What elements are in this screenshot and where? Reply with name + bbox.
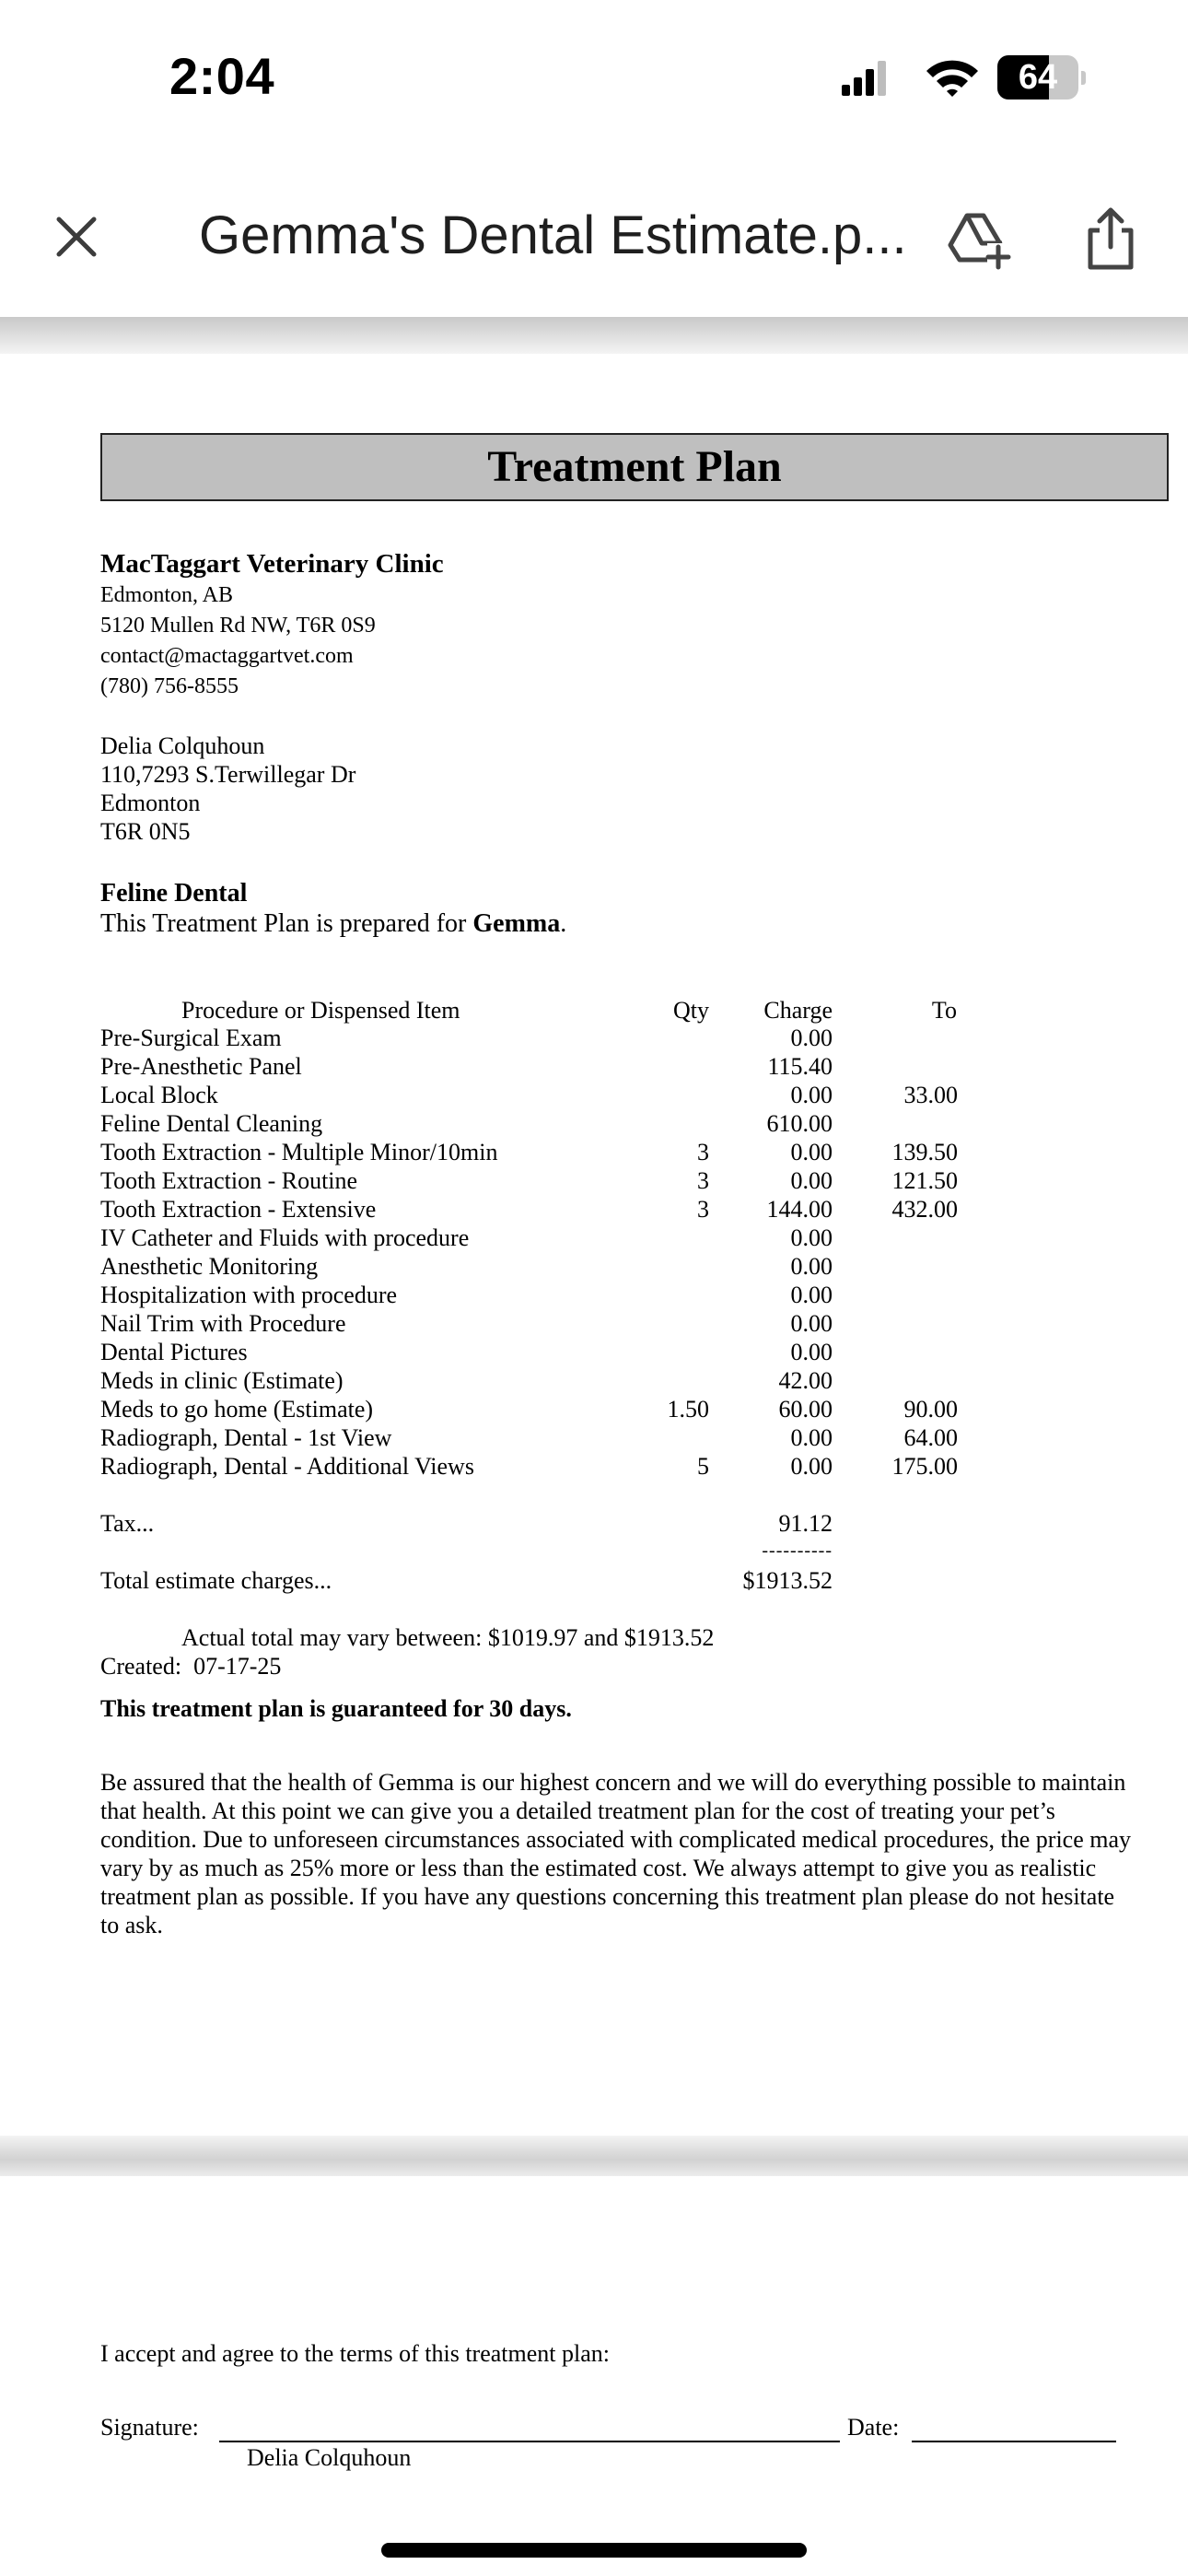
total-label: Total estimate charges... [100, 1567, 332, 1594]
table-row [0, 1224, 1188, 1252]
disclaimer [100, 1768, 1131, 1939]
plan-intro-suffix: . [560, 909, 567, 938]
table-row [0, 1138, 1188, 1166]
row-qty: 3 [697, 1139, 709, 1165]
pet-name: Gemma [472, 909, 561, 938]
table-row [0, 1024, 1188, 1052]
client-block [100, 732, 355, 846]
client-city: Edmonton [100, 790, 201, 816]
row-charge: 0.00 [790, 1424, 833, 1451]
page-break [0, 2136, 1188, 2176]
home-indicator[interactable] [381, 2543, 807, 2558]
range-text: Actual total may vary between: $1019.97 and $1913.52 [181, 1624, 715, 1651]
row-total: 432.00 [891, 1196, 958, 1223]
tax-label: Tax... [100, 1510, 155, 1537]
row-item: Tooth Extraction - Extensive [100, 1196, 377, 1223]
row-charge: 0.00 [790, 1167, 833, 1194]
clinic-name: MacTaggart Veterinary Clinic [100, 549, 444, 579]
signature-label: Signature: [100, 2414, 199, 2441]
row-charge: 0.00 [790, 1139, 833, 1165]
drive-add-icon [945, 208, 1011, 271]
battery-icon [997, 55, 1086, 101]
row-charge: 0.00 [790, 1253, 833, 1280]
row-charge: 0.00 [790, 1453, 833, 1480]
row-charge: 42.00 [778, 1367, 833, 1394]
close-button[interactable] [48, 208, 105, 265]
table-row [0, 1338, 1188, 1366]
plan-block [100, 878, 566, 939]
row-item: Pre-Anesthetic Panel [100, 1053, 302, 1080]
row-item: Dental Pictures [100, 1339, 248, 1365]
close-icon [48, 208, 105, 265]
row-charge: 60.00 [778, 1396, 833, 1423]
row-qty: 3 [697, 1196, 709, 1223]
table-row [0, 1423, 1188, 1452]
share-button[interactable] [1083, 205, 1138, 271]
share-icon [1083, 205, 1138, 271]
table-row [0, 1166, 1188, 1195]
row-item: Anesthetic Monitoring [100, 1253, 319, 1280]
row-item: Radiograph, Dental - 1st View [100, 1424, 392, 1451]
client-postal: T6R 0N5 [100, 818, 191, 845]
status-time: 2:04 [169, 47, 275, 105]
row-item: Hospitalization with procedure [100, 1282, 398, 1308]
table-row [0, 1452, 1188, 1481]
row-charge: 0.00 [790, 1282, 833, 1308]
row-item: Feline Dental Cleaning [100, 1110, 323, 1137]
tax-value: 91.12 [778, 1510, 833, 1537]
row-total: 33.00 [903, 1082, 958, 1108]
cellular-signal-icon [842, 57, 886, 98]
client-name: Delia Colquhoun [100, 732, 265, 759]
total-value: $1913.52 [742, 1567, 833, 1594]
row-item: Radiograph, Dental - Additional Views [100, 1453, 474, 1480]
document-title: Gemma's Dental Estimate.p... [199, 205, 907, 265]
row-item: Meds to go home (Estimate) [100, 1396, 374, 1423]
totals-divider: ---------- [762, 1540, 833, 1561]
row-item: Local Block [100, 1082, 218, 1108]
add-to-drive-button[interactable] [945, 208, 1011, 271]
clinic-block [100, 547, 444, 702]
row-item: Tooth Extraction - Routine [100, 1167, 358, 1194]
row-item: Nail Trim with Procedure [100, 1310, 346, 1337]
row-item: Tooth Extraction - Multiple Minor/10min [100, 1139, 498, 1165]
header-qty: Qty [673, 997, 709, 1024]
plan-intro-prefix: This Treatment Plan is prepared for [100, 909, 473, 938]
row-item: Pre-Surgical Exam [100, 1025, 282, 1051]
estimate-table [0, 996, 1188, 1484]
row-charge: 0.00 [790, 1339, 833, 1365]
table-row [0, 1366, 1188, 1395]
header-charge: Charge [763, 997, 833, 1024]
guarantee-text: This treatment plan is guaranteed for 30 days. [100, 1695, 572, 1722]
disclaimer-line: treatment plan as possible. If you have any questions concerning this treatment plan please do not hesitate [100, 1883, 1115, 1910]
created-date: Created: 07-17-25 [100, 1653, 282, 1680]
disclaimer-line: to ask. [100, 1912, 163, 1938]
toolbar-divider [0, 317, 1188, 354]
title-box [100, 433, 1169, 501]
battery-level: 64 [1018, 58, 1058, 97]
header-item: Procedure or Dispensed Item [181, 997, 460, 1024]
signature-line [219, 2441, 840, 2442]
table-row [0, 1052, 1188, 1081]
row-total: 121.50 [891, 1167, 958, 1194]
clinic-address: 5120 Mullen Rd NW, T6R 0S9 [100, 614, 376, 638]
table-row [0, 1109, 1188, 1138]
row-qty: 1.50 [667, 1396, 709, 1423]
row-qty: 5 [697, 1453, 709, 1480]
wifi-icon [924, 55, 981, 100]
header-total: To [931, 997, 957, 1024]
accept-text: I accept and agree to the terms of this treatment plan: [100, 2340, 610, 2367]
disclaimer-line: that health. At this point we can give you a detailed treatment plan for the cost of treating your pet’s [100, 1797, 1055, 1824]
row-qty: 3 [697, 1167, 709, 1194]
row-item: Meds in clinic (Estimate) [100, 1367, 344, 1394]
disclaimer-line: condition. Due to unforeseen circumstances associated with complicated medical procedures, the price may [100, 1826, 1132, 1853]
disclaimer-line: Be assured that the health of Gemma is our highest concern and we will do everything possible to maintain [100, 1769, 1126, 1796]
client-street: 110,7293 S.Terwillegar Dr [100, 761, 356, 788]
table-row [0, 1081, 1188, 1109]
row-total: 139.50 [891, 1139, 958, 1165]
plan-heading: Feline Dental [100, 879, 248, 907]
table-row [0, 1281, 1188, 1309]
row-charge: 0.00 [790, 1025, 833, 1051]
row-charge: 0.00 [790, 1082, 833, 1108]
row-charge: 0.00 [790, 1224, 833, 1251]
date-label: Date: [847, 2414, 900, 2441]
row-charge: 0.00 [790, 1310, 833, 1337]
table-header [0, 996, 1188, 1025]
clinic-email: contact@mactaggartvet.com [100, 644, 354, 668]
table-row [0, 1195, 1188, 1224]
date-line [912, 2441, 1116, 2442]
row-total: 90.00 [903, 1396, 958, 1423]
row-charge: 144.00 [766, 1196, 833, 1223]
disclaimer-line: vary by as much as 25% more or less than the estimated cost. We always attempt to give you as realistic [100, 1855, 1097, 1881]
signer-name: Delia Colquhoun [247, 2444, 412, 2471]
plan-intro [100, 908, 566, 939]
page-title: Treatment Plan [487, 442, 782, 491]
table-row [0, 1252, 1188, 1281]
row-total: 175.00 [891, 1453, 958, 1480]
row-total: 64.00 [903, 1424, 958, 1451]
table-row [0, 1395, 1188, 1423]
row-item: IV Catheter and Fluids with procedure [100, 1224, 470, 1251]
row-charge: 610.00 [766, 1110, 833, 1137]
clinic-phone: (780) 756-8555 [100, 674, 239, 698]
table-row [0, 1309, 1188, 1338]
row-charge: 115.40 [767, 1053, 833, 1080]
clinic-city: Edmonton, AB [100, 583, 234, 607]
